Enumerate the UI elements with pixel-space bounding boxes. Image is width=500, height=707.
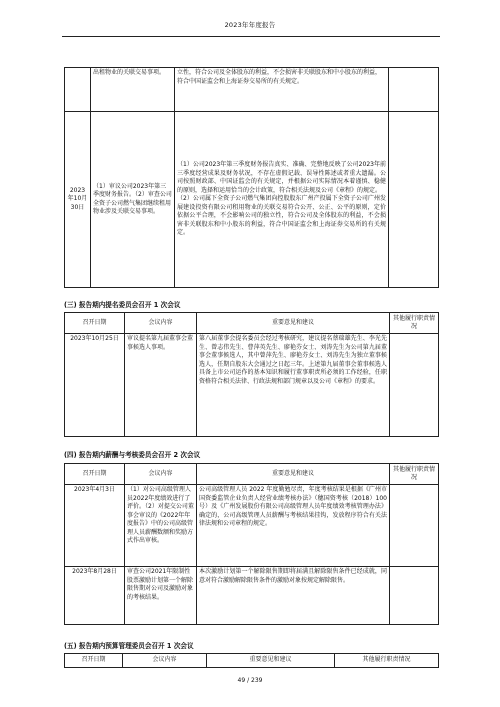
date-cell: 2023年10月25日 (65, 334, 125, 437)
date-cell (65, 68, 91, 112)
page-header: 2023年年度报告 (224, 21, 276, 29)
audit-committee-table-continued (64, 67, 439, 288)
column-header: 会议内容 (123, 654, 207, 668)
table-header-row (65, 654, 439, 668)
content-cell: 审议提名第九届董事会董事候选人事项。 (125, 334, 197, 437)
opinion-cell: 本次激励计划第一个解除限售期即将届满且解除限售条件已经成就，同意对符合激励解除限售条件的激励对象按规定解除限售。 (197, 567, 390, 625)
opinion-cell: 公司高级管理人员 2022 年度勤勉尽责，年度考核结果是根据《广州市国资委监管企业负责人经营业绩考核办法》（穗国资考核（2018）100号）及《广州发展股份有限公司高级管理人员年度绩效考核管理办法》确定的，公司高级管理人员薪酬与考核结果挂钩，发放程序符合有关法律法规和公司章程的规定。 (197, 485, 390, 567)
date-cell: 2023年10月30日 (65, 112, 91, 288)
page-number: 49 / 239 (237, 677, 263, 684)
column-header: 召开日期 (65, 313, 125, 334)
date-cell: 2023年8月28日 (65, 567, 125, 625)
column-header: 重要意见和建议 (197, 313, 390, 334)
column-header: 其他履行职责情况 (335, 654, 439, 668)
column-header: 召开日期 (65, 654, 123, 668)
date-cell: 2023年4月3日 (65, 485, 125, 567)
column-header: 重要意见和建议 (207, 654, 335, 668)
column-header: 召开日期 (65, 464, 125, 485)
remuneration-committee-table (64, 463, 439, 625)
opinion-cell: 第八届董事会提名委员会经过考核研究，建议提名蔡瑞雄先生、李光先生、曾志伟先生、曹萍英先生、廖艳芬女士、刘涛先生为公司第九届董事会董事候选人，其中曾萍先生、廖艳芬女士、刘涛先生为独立董事候选人，任期自股东大会通过之日起三年。上述第九届董事会董事候选人具备上市公司运作的基本知识和履行董事职责所必须的工作经验，任职资格符合相关法律、行政法规和部门规章以及公司《章程》的要求。 (197, 334, 390, 437)
opinion-cell (175, 112, 389, 288)
column-header: 会议内容 (125, 464, 197, 485)
section-title-budget: (五) 报告期内预算管理委员会召开 1 次会议 (64, 642, 194, 650)
content-cell: （1）对公司高级管理人员2022年度绩效进行了评价。（2）对提交公司董事会审议的《2022年年度报告》中的公司高级管理人员薪酬数额和奖励方式作出审核。 (125, 485, 197, 567)
content-cell: 出租物业的关联交易事项。 (91, 68, 175, 112)
section-title-nomination: (三) 报告期内提名委员会召开 1 次会议 (64, 301, 181, 309)
table-row (65, 334, 439, 437)
table-row (65, 112, 439, 288)
other-duties-cell (390, 567, 439, 625)
opinion-paragraph: （1）公司2023年第三季度财务报告真实、准确、完整地反映了公司2023年前三季度经营成果及财务状况，不存在虚假记载、误导性陈述或者重大遗漏。公司按照财政部、中国证监会的有关规定，并根据公司实际情况本着谨慎、稳健的原则，选择和运用恰当的会计政策，符合相关法规及公司《章程》的规定。 (177, 161, 386, 194)
section-title-remuneration: (四) 报告期内薪酬与考核委员会召开 2 次会议 (64, 451, 201, 459)
table-row (65, 567, 439, 625)
table-header-row (65, 313, 439, 334)
other-duties-cell (389, 112, 439, 288)
table-row (65, 485, 439, 567)
table-header-row (65, 464, 439, 485)
column-header: 其他履行职责情况 (390, 313, 439, 334)
column-header: 重要意见和建议 (197, 464, 390, 485)
column-header: 其他履行职责情况 (390, 464, 439, 485)
other-duties-cell (390, 485, 439, 567)
header-divider (62, 36, 440, 37)
budget-committee-table (64, 653, 439, 668)
content-cell: （1）审议公司2023年第三季度财务报告。（2）审查公司全资子公司燃气集团继续租用物业涉及关联交易事项。 (91, 112, 175, 288)
opinion-paragraph: （2）公司属下全资子公司燃气集团向控股股东广州产投属下全资子公司广州发展建设投资有限公司租用物业的关联交易符合公开、公正、公平的原则，定价依据公平合理，不会影响公司的独立性，符合公司及全体股东的利益，不会损害非关联股东和中小股东的利益，符合中国证监会和上海证券交易所的有关规定。 (177, 195, 386, 237)
table-row (65, 68, 439, 112)
nomination-committee-table (64, 312, 439, 437)
other-duties-cell (390, 334, 439, 437)
opinion-cell: 立性，符合公司及全体股东的利益，不会损害非关联股东和中小股东的利益，符合中国证监会和上海证券交易所的有关规定。 (175, 68, 389, 112)
other-duties-cell (389, 68, 439, 112)
column-header: 会议内容 (125, 313, 197, 334)
content-cell: 审查公司2021年限制性股票激励计划第一个解除限售期对公司及激励对象的考核结果。 (125, 567, 197, 625)
